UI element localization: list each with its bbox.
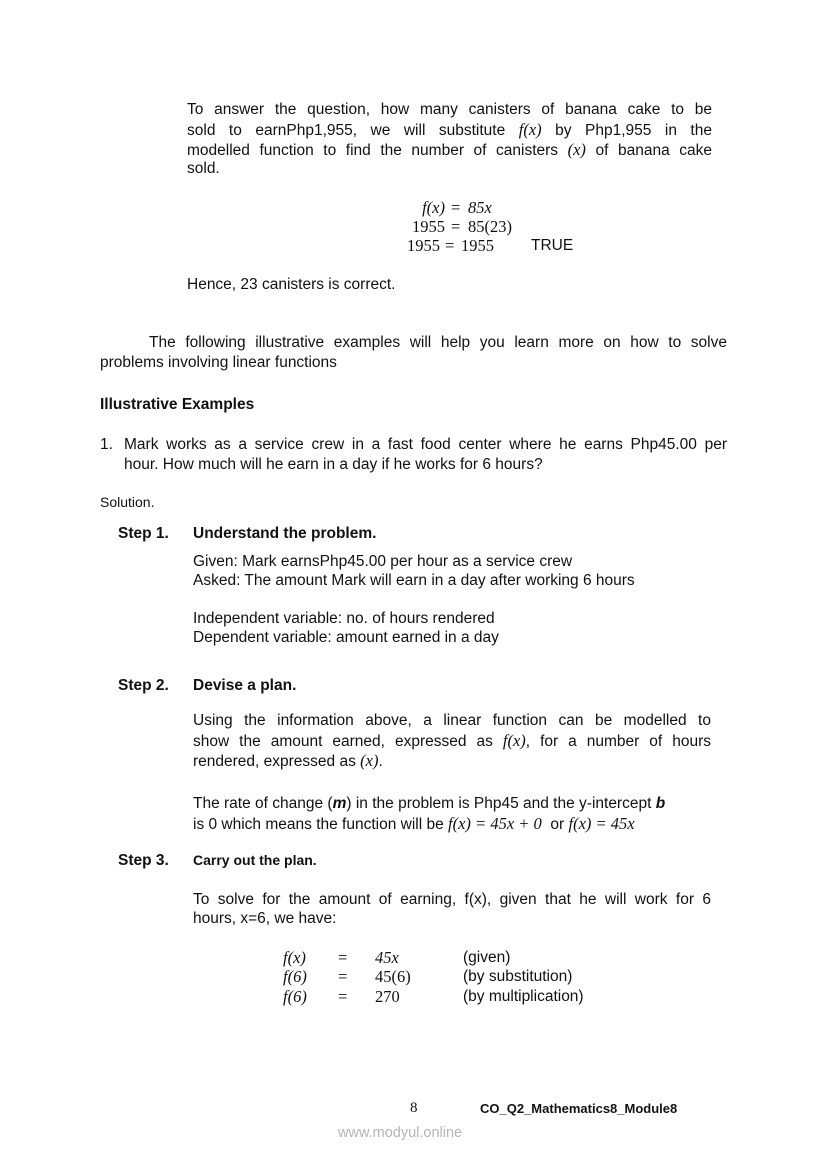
text: sold to earnPhp1,955, we will substitute bbox=[187, 122, 506, 139]
step-label: Step 2. bbox=[118, 677, 169, 694]
eq-sign: = bbox=[451, 217, 461, 236]
conclusion: Hence, 23 canisters is correct. bbox=[187, 276, 396, 293]
eq-sign: = bbox=[338, 987, 348, 1006]
dependent-variable: Dependent variable: amount earned in a day bbox=[193, 629, 499, 646]
step-text bbox=[193, 814, 635, 834]
intro-line: To answer the question, how many canisters of banana cake to be bbox=[187, 101, 712, 118]
math: (x) bbox=[360, 751, 379, 770]
m-variable: m bbox=[332, 795, 347, 812]
module-code: CO_Q2_Mathematics8_Module8 bbox=[480, 1101, 678, 1116]
step-text: To solve for the amount of earning, f(x), given that he will work for 6 bbox=[193, 891, 711, 908]
example-line: hour. How much will he earn in a day if he works for 6 hours? bbox=[124, 456, 543, 473]
math: f(x) bbox=[502, 731, 526, 750]
step-text: Using the information above, a linear function can be modelled to bbox=[193, 712, 711, 729]
eq-note: (by multiplication) bbox=[463, 988, 584, 1005]
text: is 0 which means the function will be bbox=[193, 816, 444, 833]
eq-lhs: f(6) bbox=[283, 987, 307, 1006]
step-text: hours, x=6, we have: bbox=[193, 910, 337, 927]
section-heading: Illustrative Examples bbox=[100, 396, 255, 413]
step-text bbox=[193, 751, 383, 771]
step-text bbox=[193, 794, 665, 813]
eq-note: (given) bbox=[463, 949, 511, 966]
eq-lhs bbox=[360, 198, 445, 217]
eq-sign: = bbox=[338, 948, 348, 967]
eq-rhs: 85x bbox=[468, 198, 492, 217]
watermark: www.modyul.online bbox=[338, 1125, 463, 1141]
text: rendered, expressed as bbox=[193, 753, 356, 770]
text: ) in the problem is Php45 and the y-intercept bbox=[346, 795, 652, 812]
step-title: Understand the problem. bbox=[193, 525, 377, 542]
math: f(x) = 45x bbox=[568, 814, 635, 833]
text: modelled function to find the number of canisters bbox=[187, 142, 559, 159]
math: (x) bbox=[567, 140, 586, 159]
text: show the amount earned, expressed as bbox=[193, 733, 493, 750]
example-number: 1. bbox=[100, 436, 113, 453]
transition-line: problems involving linear functions bbox=[100, 354, 337, 371]
math: f(x) bbox=[422, 198, 445, 217]
page-number: 8 bbox=[410, 1100, 418, 1116]
text: or bbox=[550, 816, 565, 833]
eq-sign: = bbox=[338, 967, 348, 986]
step-text bbox=[193, 731, 711, 751]
check-result: TRUE bbox=[531, 237, 574, 254]
eq-rhs: 1955 bbox=[461, 236, 494, 255]
given-text: Given: Mark earnsPhp45.00 per hour as a service crew bbox=[193, 553, 573, 570]
eq-lhs: f(x) bbox=[283, 948, 306, 967]
eq-lhs: 1955 bbox=[407, 236, 440, 255]
independent-variable: Independent variable: no. of hours rendered bbox=[193, 610, 495, 627]
intro-line bbox=[187, 120, 712, 140]
math: f(x) = 45x + 0 bbox=[448, 814, 542, 833]
eq-rhs: 45x bbox=[375, 948, 399, 967]
eq-rhs: 45(6) bbox=[375, 967, 411, 986]
eq-rhs: 85(23) bbox=[468, 217, 512, 236]
intro-line bbox=[187, 140, 712, 160]
text: of banana cake bbox=[595, 142, 712, 159]
example-line: Mark works as a service crew in a fast food center where he earns Php45.00 per bbox=[124, 436, 727, 453]
eq-lhs: 1955 bbox=[412, 217, 445, 236]
intro-line: sold. bbox=[187, 160, 220, 177]
eq-sign: = bbox=[451, 198, 461, 217]
eq-lhs: f(6) bbox=[283, 967, 307, 986]
eq-rhs: 270 bbox=[375, 987, 400, 1006]
asked-text: Asked: The amount Mark will earn in a day after working 6 hours bbox=[193, 572, 635, 589]
text: by Php1,955 in the bbox=[555, 122, 712, 139]
step-title: Carry out the plan. bbox=[193, 852, 317, 868]
step-title: Devise a plan. bbox=[193, 677, 297, 694]
b-variable: b bbox=[655, 795, 666, 812]
text: , for a number of hours bbox=[525, 733, 711, 750]
step-label: Step 3. bbox=[118, 852, 169, 869]
solution-label: Solution. bbox=[100, 494, 155, 510]
transition-line: The following illustrative examples will help you learn more on how to solve bbox=[149, 334, 727, 351]
text: . bbox=[378, 753, 383, 770]
text: The rate of change ( bbox=[193, 795, 333, 812]
step-label: Step 1. bbox=[118, 525, 169, 542]
eq-sign: = bbox=[445, 236, 455, 255]
math: f(x) bbox=[518, 120, 542, 139]
eq-note: (by substitution) bbox=[463, 968, 573, 985]
